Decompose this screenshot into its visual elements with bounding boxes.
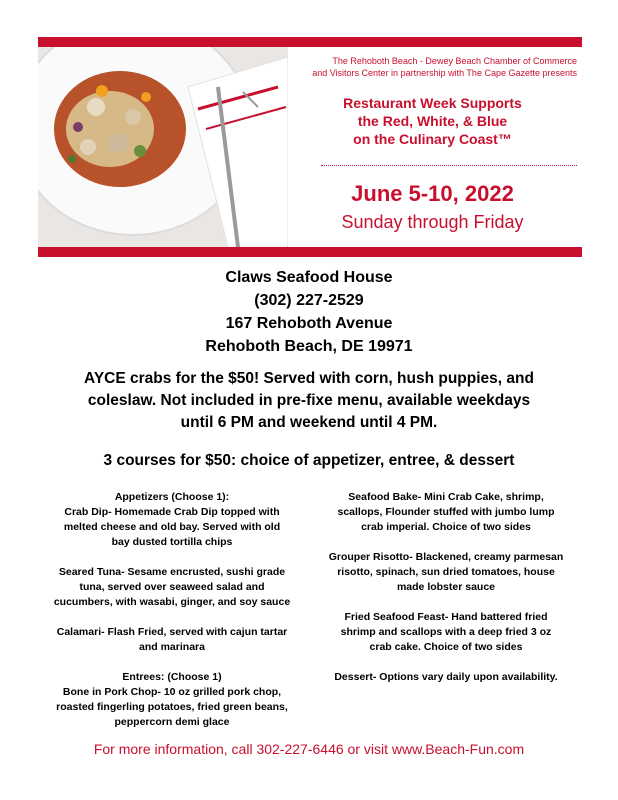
crab-promo: AYCE crabs for the $50! Served with corn, hush puppies, and coleslaw. Not included in pre-fixe menu, available weekdays until 6 PM and weekend until 4 PM. (84, 370, 534, 431)
restaurant-street: 167 Rehoboth Avenue (225, 315, 393, 332)
restaurant-info (0, 266, 618, 358)
appetizers-heading: Appetizers (Choose 1): (114, 491, 230, 503)
event-days: Sunday through Friday (341, 212, 524, 232)
menu-item-pork-chop: Bone in Pork Chop- 10 oz grilled pork chop, (62, 686, 282, 698)
menu-item-seafood-feast: Fried Seafood Feast- Hand battered fried (344, 611, 548, 623)
restaurant-phone: (302) 227-2529 (254, 292, 364, 309)
menu-item-seafood-bake: Seafood Bake- Mini Crab Cake, shrimp, (348, 491, 544, 503)
headline: Restaurant Week Supports the Red, White, & Blue on the Culinary Coast™ (343, 95, 522, 147)
entrees-heading: Entrees: (Choose 1) (122, 671, 222, 683)
event-dates: June 5-10, 2022 (351, 181, 514, 206)
menu-item-grouper-risotto: Grouper Risotto- Blackened, creamy parmesan (328, 551, 564, 563)
presenter-credit: The Rehoboth Beach - Dewey Beach Chamber of Commerce and Visitors Center in partnership with The Cape Gazette presents (312, 56, 577, 78)
footer-info: For more information, call 302-227-6446 or visit www.Beach-Fun.com (93, 741, 525, 757)
courses-heading: 3 courses for $50: choice of appetizer, entree, & dessert (103, 452, 515, 469)
banner-top-bar (38, 37, 582, 47)
food-photo (38, 47, 288, 247)
banner-bottom-bar (38, 247, 582, 257)
menu-item-crab-dip: Crab Dip- Homemade Crab Dip topped with (64, 506, 280, 518)
banner-text (283, 47, 582, 247)
menu-item-calamari: Calamari- Flash Fried, served with cajun tartar (56, 626, 288, 638)
event-banner (38, 37, 582, 257)
menu-item-seared-tuna: Seared Tuna- Sesame encrusted, sushi grade (58, 566, 286, 578)
menu-right-column: Seafood Bake- Mini Crab Cake, shrimp, scallops, Flounder stuffed with jumbo lump crab imperial. Choice of two sides Grouper Risotto- Blackened, creamy parmesan risotto, spinach, sun dried tomatoes, house made lobster sauce Fried Seafood Feast- Hand battered fried shrimp and scallops with a deep fried 3 oz crab cake. Choice of two sides Dessert- Options vary daily upon availability. (310, 490, 582, 685)
dotted-divider (321, 165, 577, 166)
menu-left-column: Appetizers (Choose 1): Crab Dip- Homemade Crab Dip topped with melted cheese and old bay. Served with old bay dusted tortilla chips Seared Tuna- Sesame encrusted, sushi grade tuna, served over seaweed salad and cucumbers, with wasabi, ginger, and soy sauce Calamari- Flash Fried, served with cajun tartar and marinara Entrees: (Choose 1) Bone in Pork Chop- 10 oz grilled pork chop, roasted fingerling potatoes, fried green beans, peppercorn demi glace (36, 490, 308, 730)
restaurant-name: Claws Seafood House (225, 269, 393, 286)
menu-item-dessert: Dessert- Options vary daily upon availability. (334, 671, 558, 683)
restaurant-city: Rehoboth Beach, DE 19971 (205, 338, 413, 355)
